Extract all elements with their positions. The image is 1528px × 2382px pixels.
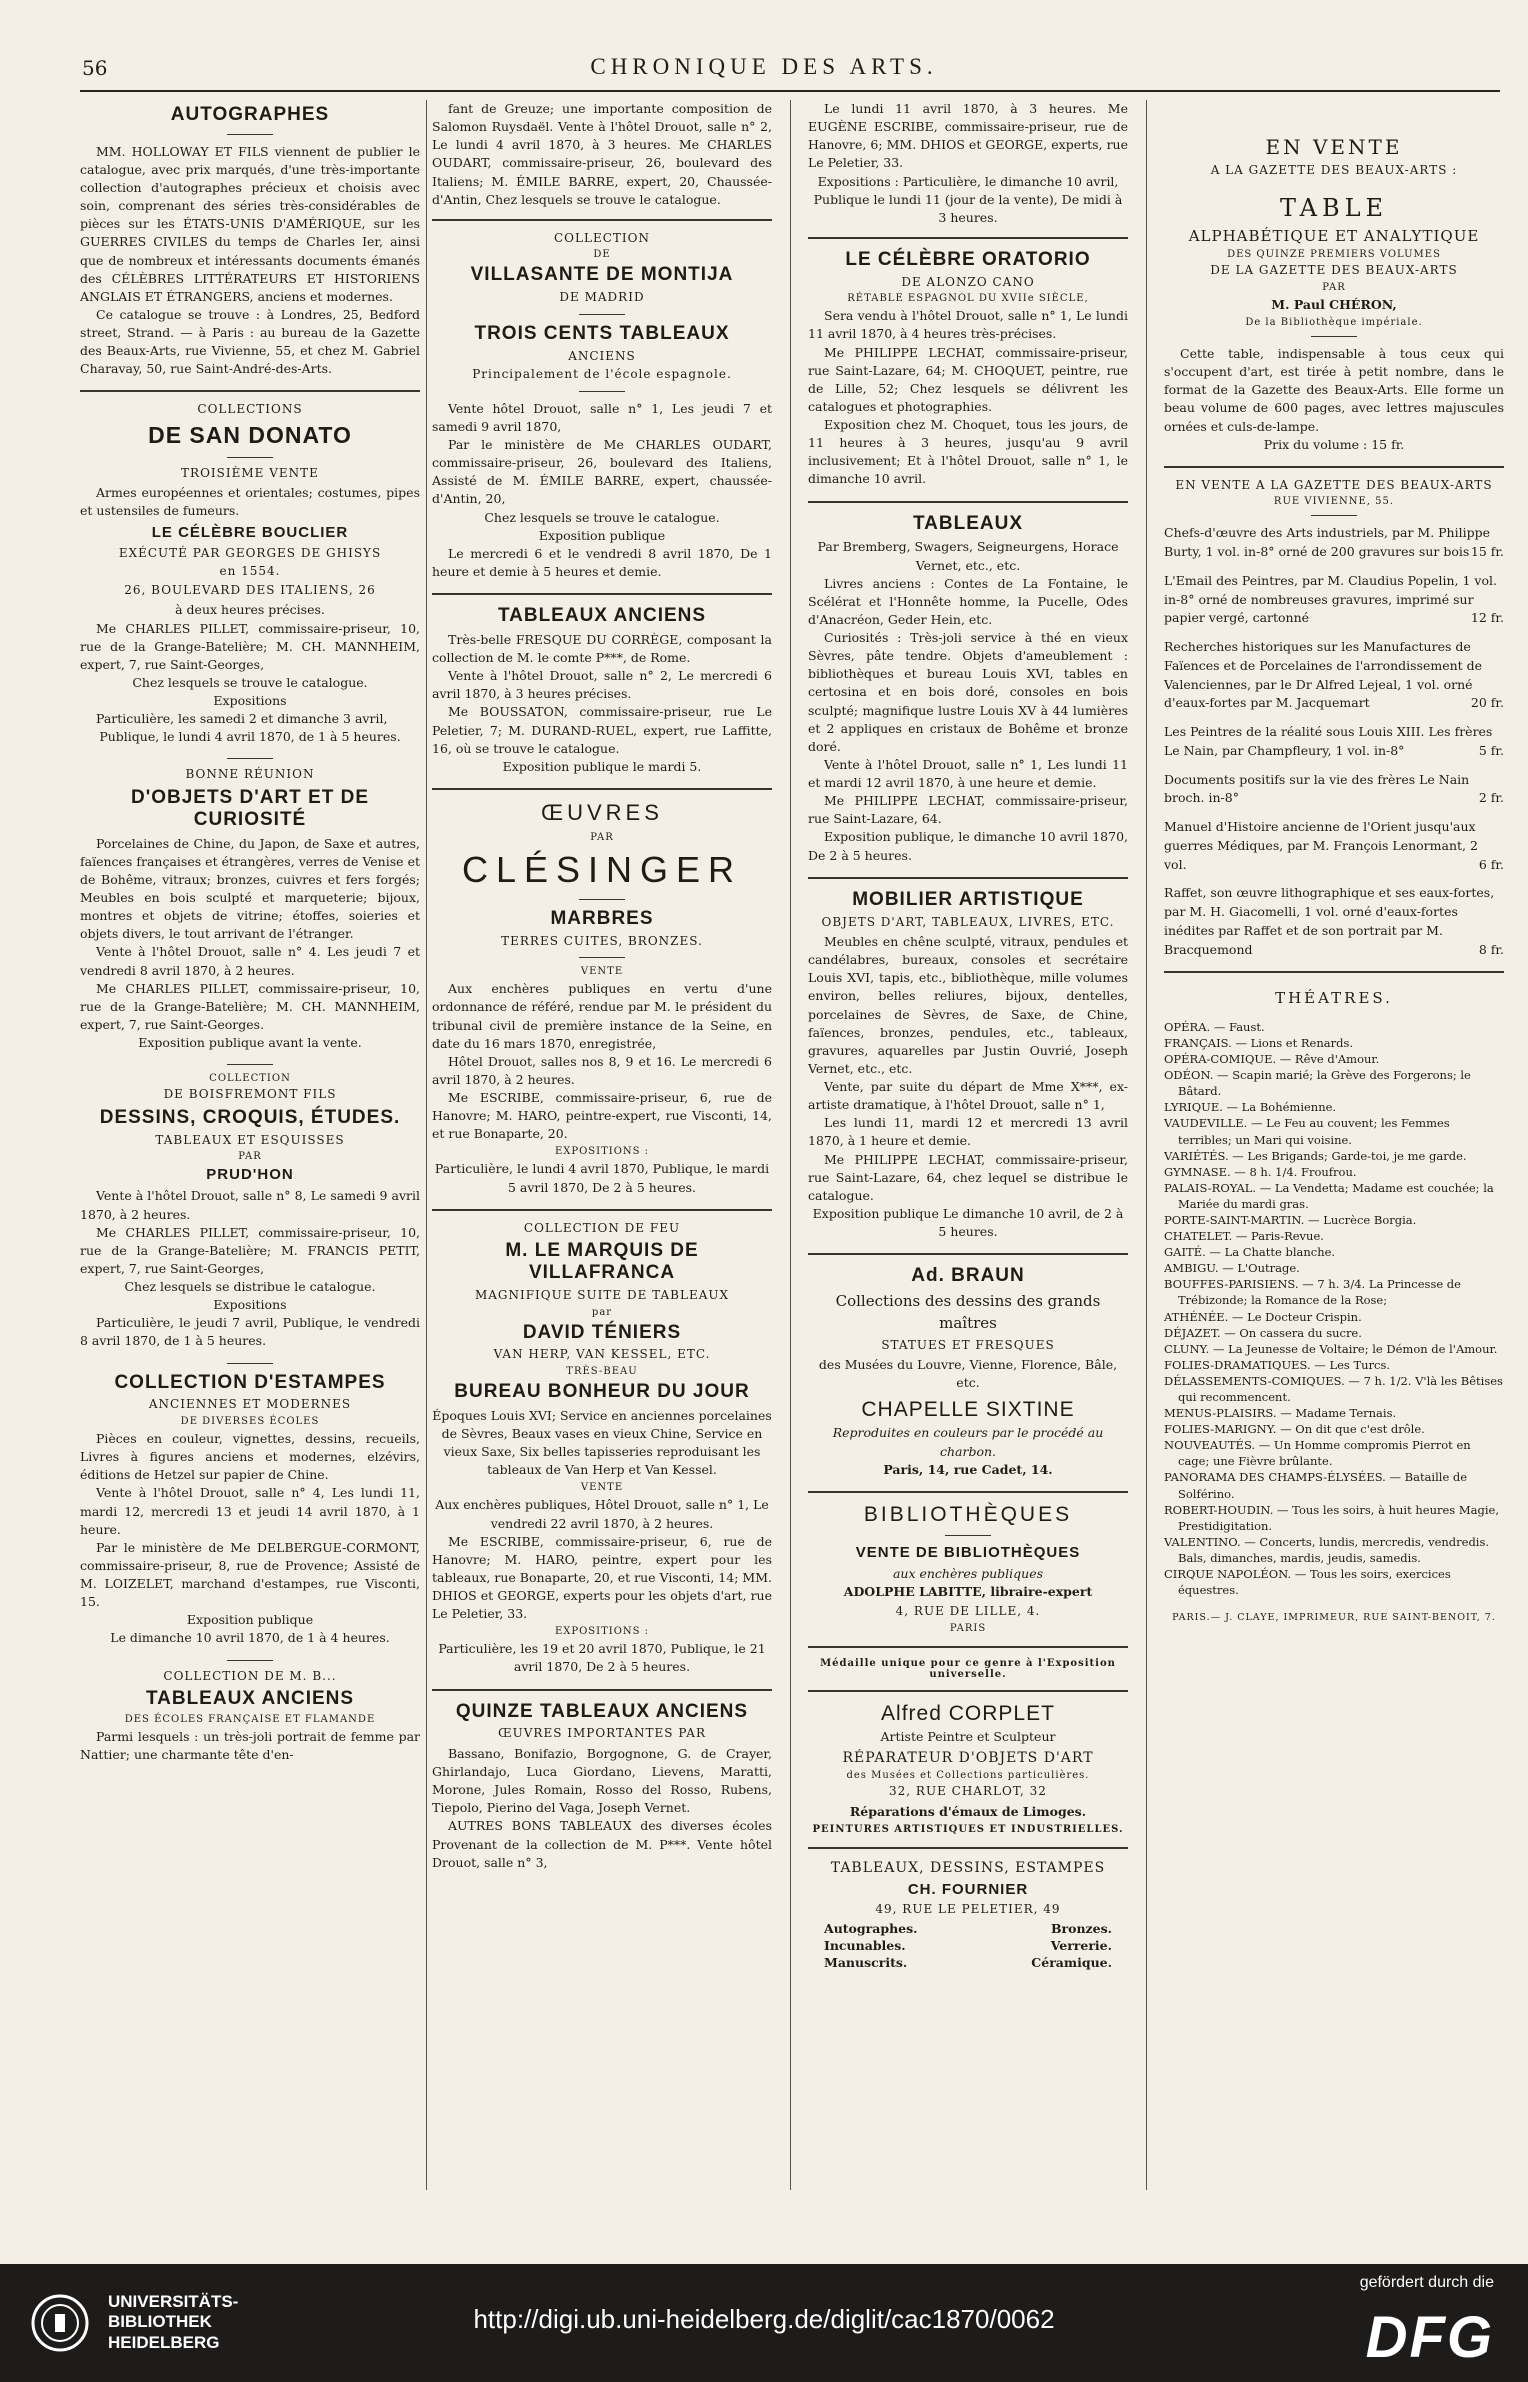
paragraph: Vente hôtel Drouot, salle n° 1, Les jeudi 7 et samedi 9 avril 1870, [432, 400, 772, 434]
column-3 [808, 100, 1128, 2200]
city: PARIS [949, 1622, 987, 1634]
display-title: ŒUVRES [541, 799, 663, 825]
section-title: TABLEAUX ANCIENS [497, 605, 707, 627]
mb-notice [80, 1669, 420, 1765]
tableaux-notice [808, 513, 1128, 865]
item-label: Autographes. [824, 1920, 918, 1936]
bibliotheques-advert [808, 1503, 1128, 1634]
section-title: TROIS CENTS TABLEAUX [474, 322, 730, 344]
theatre-entry: ATHÉNÉE. — Le Docteur Crispin. [1164, 1309, 1362, 1324]
quinze-tableaux-notice [432, 1701, 772, 1872]
theatre-entry: DÉJAZET. — On cassera du sucre. [1164, 1325, 1362, 1340]
line: Reproduites en couleurs par le procédé au charbon. [832, 1425, 1104, 1459]
paragraph: Exposition chez M. Choquet, tous les jours, de 11 heures à 3 heures, jusqu'au 9 avril inclusivement; Et à l'hôtel Drouot, salle n° 1, le dimanche 10 avril. [808, 417, 1128, 487]
subtitle: VAN HERP, VAN KESSEL, ETC. [493, 1347, 711, 1362]
theatre-entry: OPÉRA. — Faust. [1164, 1019, 1265, 1034]
library-name-line: UNIVERSITÄTS- [108, 2292, 239, 2311]
kicker: COLLECTION DE FEU [523, 1220, 681, 1235]
paragraph: AUTRES BONS TABLEAUX des diverses écoles Provenant de la collection de M. P***. Vente hôtel Drouot, salle n° 3, [432, 1818, 772, 1870]
theatres-listing [1164, 989, 1504, 1623]
line: TRÈS-BEAU [566, 1366, 638, 1378]
section-title: THÉATRES. [1275, 989, 1393, 1008]
paragraph: Sera vendu à l'hôtel Drouot, salle n° 1, Le lundi 11 avril 1870, à 4 heures très-précises. [808, 308, 1128, 342]
paragraph: MM. HOLLOWAY ET FILS viennent de publier le catalogue, avec prix marqués, d'une très-importante collection d'autographes précieux et choisis avec soin, comprenant des séries très-considérables de pièces sur les ÉTATS-UNIS D'AMÉRIQUE, sur les GUERRES CIVILES du temps de Charles Ier, ainsi que de nombreux et intéressants documents émanés des CÉLÈBRES LITTÉRATEURS ET HISTORIENS ANGLAIS ET ÉTRANGERS, anciens et modernes. [80, 143, 420, 304]
subtitle: DE ALONZO CANO [901, 274, 1035, 289]
bonne-reunion-notice [80, 767, 420, 1052]
corplet-advert [808, 1658, 1128, 1835]
item-label: Manuscrits. [824, 1954, 908, 1970]
address: Paris, 14, rue Cadet, 14. [883, 1461, 1053, 1477]
san-donato-notice [80, 402, 420, 746]
fournier-advert [808, 1859, 1128, 1970]
theatre-entry: CLUNY. — La Jeunesse de Voltaire; le Démon de l'Amour. [1164, 1341, 1498, 1356]
list-item [1164, 524, 1504, 562]
address: 49, RUE LE PELETIER, 49 [875, 1902, 1061, 1917]
rule [808, 1491, 1128, 1493]
line: De la Bibliothèque impériale. [1245, 317, 1423, 328]
rule [1164, 971, 1504, 973]
section-title: M. LE MARQUIS DE VILLAFRANCA [505, 1240, 699, 1284]
dfg-logo: DFG [1365, 2305, 1494, 2370]
paragraph: Particulière, le jeudi 7 avril, Publique, le vendredi 8 avril 1870, de 1 à 5 heures. [80, 1315, 420, 1349]
theatre-entry: CIRQUE NAPOLÉON. — Tous les soirs, exercices équestres. [1164, 1567, 1451, 1598]
line: en 1554. [219, 564, 281, 579]
paragraph: Aux enchères publiques, Hôtel Drouot, salle n° 1, Le vendredi 22 avril 1870, à 2 heures. [435, 1497, 769, 1531]
rule [579, 957, 625, 958]
paragraph: Vente à l'hôtel Drouot, salle n° 2, Le mercredi 6 avril 1870, à 3 heures précises. [432, 668, 772, 702]
subtitle: DE MADRID [559, 290, 645, 305]
theatre-entry: FOLIES-MARIGNY. — On dit que c'est drôle. [1164, 1422, 1425, 1437]
paragraph: à deux heures précises. [175, 602, 325, 618]
paragraph: Expositions [213, 1297, 287, 1313]
paragraph: Par le ministère de Me DELBERGUE-CORMONT, commissaire-priseur, 8, rue de Provence; Assisté de M. LOIZELET, marchand d'estampes, rue Visconti, 15. [80, 1539, 420, 1610]
paragraph: Ce catalogue se trouve : à Londres, 25, Bedford street, Strand. — à Paris : au bureau de la Gazette des Beaux-Arts, rue Vivienne, 55, et chez M. Gabriel Charavay, 50, rue Saint-André-des-Arts. [80, 306, 420, 377]
villafranca-notice [432, 1221, 772, 1677]
line: 26, BOULEVARD DES ITALIENS, 26 [124, 582, 376, 597]
paragraph: Particulière, les samedi 2 et dimanche 3 avril, [96, 711, 388, 727]
oratorio-notice [808, 249, 1128, 489]
line: Médaille unique pour ce genre à l'Exposition universelle. [820, 1657, 1116, 1680]
clesinger-notice [432, 800, 772, 1197]
item-label: Verrerie. [1050, 1937, 1112, 1953]
advertiser-name: ADOLPHE LABITTE, libraire-expert [843, 1584, 1093, 1600]
headline: TABLE [1279, 193, 1389, 222]
line: aux enchères publiques [892, 1566, 1044, 1582]
subtitle: ANCIENNES ET MODERNES [148, 1397, 352, 1412]
paragraph: Exposition publique [538, 527, 666, 543]
list-item [824, 1921, 1112, 1936]
theatre-entry: PORTE-SAINT-MARTIN. — Lucrèce Borgia. [1164, 1212, 1417, 1227]
subtitle: DES ÉCOLES FRANÇAISE ET FLAMANDE [124, 1713, 376, 1725]
paragraph: Époques Louis XVI; Service en anciennes porcelaines de Sèvres, Beaux vases en vieux Chine, Service en vieux Saxe, Six belles tapisseries reproduisant les tableaux de Van Herp et Van Kessel. [432, 1407, 772, 1478]
kicker: COLLECTION [554, 230, 650, 245]
artist-name: CLÉSINGER [461, 848, 743, 890]
paragraph: Publique, le lundi 4 avril 1870, de 1 à 5 heures. [99, 729, 401, 745]
braun-advert [808, 1265, 1128, 1479]
paragraph: Exposition publique [186, 1612, 314, 1628]
paragraph: Me CHARLES PILLET, commissaire-priseur, 10, rue de la Grange-Batelière; M. CH. MANNHEIM, expert, 7, rue Saint-Georges. [80, 980, 420, 1032]
rule [1311, 336, 1357, 337]
paragraph: Les lundi 11, mardi 12 et mercredi 13 avril 1870, à 1 heure et demie. [808, 1115, 1128, 1149]
theatre-list [1164, 1019, 1504, 1598]
theatre-entry: VAUDEVILLE. — Le Feu au couvent; les Femmes terribles; un Mari qui voisine. [1164, 1116, 1450, 1147]
line: DE LA GAZETTE DES BEAUX-ARTS [1210, 263, 1458, 278]
paragraph: Le mercredi 6 et le vendredi 8 avril 1870, De 1 heure et demie à 5 heures et demie. [432, 545, 772, 579]
rule [808, 501, 1128, 503]
paragraph: Le lundi 11 avril 1870, à 3 heures. Me EUGÈNE ESCRIBE, commissaire-priseur, rue de Hanovre, 6; MM. DHIOS et GEORGE, experts, rue Le Peletier, 33. [808, 101, 1128, 171]
paragraph: Vente à l'hôtel Drouot, salle n° 4, Les lundi 11, mardi 12, mercredi 13 et jeudi 14 avril 1870, à 1 heure. [80, 1485, 420, 1537]
theatre-entry: GYMNASE. — 8 h. 1/4. Froufrou. [1164, 1164, 1357, 1179]
line: ALPHABÉTIQUE ET ANALYTIQUE [1188, 226, 1480, 245]
paragraph: Parmi lesquels : un très-joli portrait de femme par Nattier; une charmante tête d'en- [80, 1728, 420, 1763]
theatre-entry: NOUVEAUTÉS. — Un Homme compromis Pierrot en cage; une Fièvre brûlante. [1164, 1438, 1471, 1469]
page-number: 56 [82, 56, 108, 80]
line: Artiste Peintre et Sculpteur [880, 1728, 1056, 1744]
paragraph: Me ESCRIBE, commissaire-priseur, 6, rue de Hanovre; M. HARO, peintre, expert pour les tableaux, rue Bonaparte, 20, et rue Visconti, 14; MM. DHIOS et GEORGE, experts pour les objets d'art, rue Le Peletier, 33. [432, 1533, 772, 1622]
list-item [824, 1955, 1112, 1970]
book-title: Raffet, son œuvre lithographique et ses eaux-fortes, par M. H. Giacomelli, 1 vol. orné d'eaux-fortes inédites par Raffet et de son portrait par M. Bracquemond [1164, 885, 1495, 957]
price: Prix du volume : 15 fr. [1263, 436, 1405, 452]
rule [1311, 515, 1357, 516]
theatre-entry: VALENTINO. — Concerts, lundis, mercredis, vendredis. Bals, dimanches, mardis, jeudis, samedis. [1164, 1534, 1490, 1565]
rule [808, 1253, 1128, 1255]
address: RUE VIVIENNE, 55. [1273, 496, 1395, 508]
subtitle: MAGNIFIQUE SUITE DE TABLEAUX [474, 1288, 730, 1302]
list-item [1164, 723, 1504, 761]
column-4 [1164, 100, 1504, 2200]
rule [432, 219, 772, 221]
paragraph: Vente à l'hôtel Drouot, salle n° 4. Les jeudi 7 et vendredi 8 avril 1870, à 2 heures. [80, 944, 420, 978]
paragraph: Chez lesquels se trouve le catalogue. [132, 674, 368, 690]
author-name: M. Paul CHÉRON, [1271, 296, 1397, 312]
montija-notice [432, 231, 772, 581]
table-advert [1164, 134, 1504, 454]
subtitle: Principalement de l'école espagnole. [472, 367, 732, 382]
book-price: 12 fr. [1470, 610, 1504, 626]
rule [1164, 466, 1504, 468]
section-title: COLLECTION D'ESTAMPES [114, 1371, 386, 1393]
headline: EN VENTE A LA GAZETTE DES BEAUX-ARTS [1175, 477, 1493, 492]
rule [432, 1209, 772, 1211]
section-title: BUREAU BONHEUR DU JOUR [454, 1381, 750, 1403]
theatre-entry: ODÉON. — Scapin marié; la Grève des Forgerons; le Bâtard. [1164, 1068, 1471, 1099]
book-price: 20 fr. [1470, 695, 1504, 711]
rule [808, 237, 1128, 239]
advertiser-name: Ad. BRAUN [911, 1265, 1025, 1287]
line: A LA GAZETTE DES BEAUX-ARTS : [1210, 163, 1458, 177]
section-title: DESSINS, CROQUIS, ÉTUDES. [99, 1106, 401, 1128]
theatre-entry: OPÉRA-COMIQUE. — Rêve d'Amour. [1164, 1052, 1380, 1067]
paragraph: Pièces en couleur, vignettes, dessins, recueils, Livres à figures anciens et modernes, elzévirs, éditions de Hetzel sur papier de Chine. [80, 1431, 420, 1483]
paragraph: Expositions [213, 693, 287, 708]
subtitle: ŒUVRES IMPORTANTES PAR [497, 1726, 706, 1741]
paragraph: Par le ministère de Me CHARLES OUDART, commissaire-priseur, 26, boulevard des Italiens, Assisté de M. ÉMILE BARRE, expert, chaussée-d'Antin, 20, [432, 437, 772, 507]
rule [432, 593, 772, 595]
paragraph: Le dimanche 10 avril 1870, de 1 à 4 heures. [110, 1630, 390, 1646]
paragraph: fant de Greuze; une importante composition de Salomon Ruysdaël. Vente à l'hôtel Drouot, salle n° 2, Le lundi 4 avril 1870, à 3 heures. Me CHARLES OUDART, commissaire-priseur, 26, boulevard des Italiens; M. ÉMILE BARRE, expert, 20, Chaussée-d'Antin, Chez lesquels se trouve le catalogue. [432, 101, 772, 207]
theatre-entry: CHATELET. — Paris-Revue. [1164, 1229, 1324, 1244]
section-title: MOBILIER ARTISTIQUE [852, 888, 1084, 910]
section-title: LE CÉLÈBRE ORATORIO [845, 248, 1091, 270]
rule [80, 390, 420, 392]
rule [808, 1847, 1128, 1849]
address: 4, RUE DE LILLE, 4. [895, 1604, 1041, 1619]
paragraph: Particulière, les 19 et 20 avril 1870, Publique, le 21 avril 1870, De 2 à 5 heures. [438, 1641, 766, 1675]
rule [432, 1689, 772, 1691]
column-2 [432, 100, 772, 2200]
paragraph: Me PHILIPPE LECHAT, commissaire-priseur, rue Saint-Lazare, 64. [808, 793, 1128, 827]
paragraph: Curiosités : Très-joli service à thé en vieux Sèvres, pâte tendre. Objets d'ameublement : bibliothèques et bureau Louis XVI, tables en certosina et en bois doré, consoles en bois sculpté; magnifique lustre Louis XV à 44 lumières et 2 appliques en cristaux de Bohême et bronze doré. [808, 630, 1128, 754]
advertiser-name: CH. FOURNIER [907, 1881, 1029, 1899]
rule [227, 758, 273, 759]
address: 32, RUE CHARLOT, 32 [889, 1784, 1047, 1799]
paragraph: Exposition publique le mardi 5. [502, 758, 702, 774]
paragraph: Particulière, le lundi 4 avril 1870, Publique, le mardi 5 avril 1870, De 2 à 5 heures. [434, 1161, 770, 1195]
subtitle: TABLEAUX ET ESQUISSES [155, 1132, 345, 1147]
theatre-entry: PALAIS-ROYAL. — La Vendetta; Madame est couchée; la Mariée du mardi gras. [1164, 1180, 1494, 1211]
section-title: MARBRES [550, 907, 654, 929]
paragraph: Chez lesquels se trouve le catalogue. [484, 509, 720, 525]
paragraph: Me PHILIPPE LECHAT, commissaire-priseur, rue Saint-Lazare, 64; M. CHOQUET, peintre, rue de Lille, 52; Chez lesquels se délivrent les catalogues et photographies. [808, 344, 1128, 414]
book-price: 15 fr. [1470, 544, 1504, 560]
rule [227, 1660, 273, 1661]
subtitle: OBJETS D'ART, TABLEAUX, LIVRES, ETC. [821, 914, 1115, 929]
list-item [1164, 818, 1504, 874]
rule [945, 1535, 991, 1536]
subtitle: TROISIÈME VENTE [181, 465, 319, 480]
list-item [1164, 771, 1504, 809]
rule [808, 1690, 1128, 1692]
library-name-line: HEIDELBERG [108, 2332, 220, 2352]
paragraph: Vente à l'hôtel Drouot, salle n° 1, Les lundi 11 et mardi 12 avril 1870, à une heure et demie. [808, 756, 1128, 791]
book-title: Manuel d'Histoire ancienne de l'Orient jusqu'aux guerres Médiques, par M. François Lenormant, 2 vol. [1164, 819, 1478, 872]
line: PAR [590, 831, 614, 843]
line: PAR [238, 1151, 262, 1163]
book-title: L'Email des Peintres, par M. Claudius Popelin, 1 vol. in-8° orné de nombreuses gravures, imprimé sur papier vergé, cartonné [1164, 572, 1497, 626]
line: VENTE [580, 1482, 624, 1494]
mobilier-notice [808, 889, 1128, 1242]
column-1 [80, 100, 420, 2200]
kicker: DE BOISFREMONT FILS [163, 1087, 337, 1102]
subtitle: Par Bremberg, Swagers, Seigneurgens, Horace Vernet, etc., etc. [817, 539, 1119, 573]
paragraph: Livres anciens : Contes de La Fontaine, le Scélérat et l'Honnête homme, la Pucelle, Odes d'Anacréon, Geder Hein, etc. [808, 575, 1128, 627]
paragraph: Chez lesquels se distribue le catalogue. [124, 1279, 376, 1295]
books-list [1164, 478, 1504, 960]
funding-note: gefördert durch die [1359, 2274, 1494, 2291]
line: EXPOSITIONS : [554, 1146, 650, 1158]
subtitle: DE DIVERSES ÉCOLES [180, 1416, 320, 1427]
list-item [1164, 884, 1504, 959]
rule [579, 899, 625, 900]
list-item [1164, 572, 1504, 628]
theatre-entry: FRANÇAIS. — Lions et Renards. [1164, 1035, 1354, 1050]
paragraph: Me CHARLES PILLET, commissaire-priseur, 10, rue de la Grange-Batelière; M. FRANCIS PETIT, expert, 7, rue Saint-Georges, [80, 1224, 420, 1276]
digitization-footer [0, 2264, 1528, 2382]
header-rule [80, 90, 1500, 92]
rule [227, 134, 273, 135]
autographes-notice [80, 104, 420, 378]
rule [808, 1646, 1128, 1648]
rule [227, 1363, 273, 1364]
book-price: 5 fr. [1478, 742, 1504, 758]
author-name: PRUD'HON [206, 1166, 294, 1184]
kicker: BONNE RÉUNION [185, 767, 315, 782]
line: PAR [1322, 281, 1346, 293]
kicker: COLLECTION [209, 1073, 291, 1085]
rule [432, 788, 772, 790]
paragraph: Me BOUSSATON, commissaire-priseur, rue Le Peletier, 7; M. DURAND-RUEL, expert, rue Laffitte, 16, où se trouve le catalogue. [432, 704, 772, 756]
book-price: 2 fr. [1478, 790, 1504, 806]
paragraph: Exposition publique, le dimanche 10 avril 1870, De 2 à 5 heures. [808, 829, 1128, 863]
theatre-entry: VARIÉTÉS. — Les Brigands; Garde-toi, je me garde. [1164, 1148, 1467, 1163]
column-divider [426, 100, 427, 2190]
paragraph: Vente, par suite du départ de Mme X***, ex-artiste dramatique, à l'hôtel Drouot, salle n° 1, [808, 1079, 1128, 1113]
book-price: 8 fr. [1478, 941, 1504, 957]
line: EXÉCUTÉ PAR GEORGES DE GHISYS [118, 545, 382, 560]
theatre-entry: PANORAMA DES CHAMPS-ÉLYSÉES. — Bataille de Solférino. [1164, 1470, 1468, 1501]
line: TABLEAUX, DESSINS, ESTAMPES [830, 1859, 1106, 1876]
theatre-entry: LYRIQUE. — La Bohémienne. [1164, 1100, 1337, 1115]
theatre-entry: GAITÉ. — La Chatte blanche. [1164, 1245, 1336, 1260]
page-title: CHRONIQUE DES ARTS. [590, 54, 938, 79]
theatre-entry: FOLIES-DRAMATIQUES. — Les Turcs. [1164, 1357, 1391, 1372]
paragraph: Me PHILIPPE LECHAT, commissaire-priseur, rue Saint-Lazare, 64, chez lequel se distribue le catalogue. [808, 1151, 1128, 1203]
paragraph: Exposition publique avant la vente. [138, 1035, 362, 1051]
item-label: Céramique. [1031, 1954, 1112, 1970]
paragraph: Porcelaines de Chine, du Japon, de Saxe et autres, faïences françaises et étrangères, verres de Venise et de Bohême, vitraux; bronzes, cuivres et fers forgés; Meubles en bois sculpté et marqueterie; bijoux, montres et objets de vitrine; étoffes, soieries et objets divers, le tout arrivant de l'étranger. [80, 835, 420, 942]
line: DE [593, 249, 611, 261]
line: PEINTURES ARTISTIQUES ET INDUSTRIELLES. [812, 1823, 1124, 1835]
section-title: QUINZE TABLEAUX ANCIENS [455, 1700, 749, 1722]
imprint: PARIS.— J. CLAYE, IMPRIMEUR, RUE SAINT-BENOIT, 7. [1172, 1612, 1496, 1624]
book-title: Chefs-d'œuvre des Arts industriels, par M. Philippe Burty, 1 vol. in-8° orné de 200 gravures sur bois [1164, 525, 1491, 560]
line: STATUES ET FRESQUES [881, 1337, 1055, 1352]
theatre-entry: AMBIGU. — L'Outrage. [1164, 1261, 1300, 1276]
estampes-notice [80, 1372, 420, 1648]
paragraph: Meubles en chêne sculpté, vitraux, pendules et candélabres, bureaux, consoles et secrétaire Louis XVI, tapis, etc., bibliothèque, mille volumes environ, belles reliures, bijoux, dentelles, porcelaines de Sèvres, de Saxe, de Chine, faïences, bronzes, pendules, etc., tableaux, gravures, aquarelles par Justin Ouvrié, Joseph Vernet, etc., etc. [808, 934, 1128, 1076]
line: des Musées et Collections particulières. [846, 1770, 1090, 1782]
theatre-entry: MENUS-PLAISIRS. — Madame Ternais. [1164, 1406, 1397, 1421]
book-price: 6 fr. [1478, 856, 1504, 872]
kicker: COLLECTION DE M. B... [163, 1668, 337, 1683]
item-label: Bronzes. [1050, 1920, 1112, 1936]
theatre-entry: DÉLASSEMENTS-COMIQUES. — 7 h. 1/2. V'là les Bêtises qui recommencent. [1164, 1373, 1503, 1404]
book-title: Les Peintres de la réalité sous Louis XIII. Les frères Le Nain, par Champfleury, 1 vol. in-8° [1164, 724, 1493, 758]
paragraph: Cette table, indispensable à tous ceux qui s'occupent d'art, est tirée à petit nombre, dans le format de la Gazette des Beaux-Arts. Elle forme un beau volume de 600 pages, avec lettres majuscules ornées et culs-de-lampe. [1164, 346, 1504, 434]
list-item [1164, 638, 1504, 713]
rule [227, 457, 273, 458]
source-url[interactable]: http://digi.ub.uni-heidelberg.de/diglit/cac1870/0062 [473, 2304, 1055, 2334]
theatre-entry: BOUFFES-PARISIENS. — 7 h. 3/4. La Princesse de Trébizonde; la Romance de la Rose; [1164, 1277, 1461, 1308]
list-item [824, 1938, 1112, 1953]
item-label: Incunables. [824, 1937, 906, 1953]
rule [227, 1064, 273, 1065]
subtitle: RÉTABLE ESPAGNOL DU XVIIe SIÈCLE, [847, 293, 1089, 305]
artist-name: DAVID TÉNIERS [522, 1321, 682, 1343]
column-divider [1146, 100, 1147, 2190]
column-divider [790, 100, 791, 2190]
subheading: LE CÉLÈBRE BOUCLIER [151, 524, 349, 542]
paragraph: Me CHARLES PILLET, commissaire-priseur, 10, rue de la Grange-Batelière; M. CH. MANNHEIM, expert, 7, rue Saint-Georges, [80, 620, 420, 672]
kicker: COLLECTIONS [197, 402, 303, 417]
line: Réparations d'émaux de Limoges. [849, 1803, 1087, 1819]
section-title: TABLEAUX [912, 512, 1024, 534]
paragraph: Bassano, Bonifazio, Borgognone, G. de Crayer, Ghirlandajo, Luca Giordano, Lievens, Maratti, Morone, Jules Romain, Rosso del Rosso, Rubens, Tiepolo, Pierino del Vaga, Joseph Vernet. [432, 1745, 772, 1816]
section-title: D'OBJETS D'ART ET DE CURIOSITÉ [130, 786, 370, 830]
advertiser-name: Alfred CORPLET [881, 1701, 1055, 1725]
book-title: Documents positifs sur la vie des frères Le Nain broch. in-8° [1164, 771, 1470, 806]
line: RÉPARATEUR D'OBJETS D'ART [842, 1750, 1094, 1766]
line: EXPOSITIONS : [554, 1626, 650, 1638]
headline: BIBLIOTHÈQUES [863, 1502, 1073, 1526]
paragraph: Très-belle FRESQUE DU CORRÈGE, composant la collection de M. le comte P***, de Rome. [432, 631, 772, 666]
book-title: Recherches historiques sur les Manufactures de Faïences et de Porcelaines de l'arrondissement de Valenciennes, par le Dr Alfred Lejeal, 1 vol. orné d'eaux-fortes par M. Jacquemart [1164, 639, 1483, 711]
rule [579, 314, 625, 315]
line: Collections des dessins des grands maîtres [835, 1292, 1101, 1332]
paragraph: Expositions : Particulière, le dimanche 10 avril, Publique le lundi 11 (jour de la vente), De midi à 3 heures. [813, 173, 1123, 225]
boisfremont-notice [80, 1073, 420, 1350]
library-name-line: BIBLIOTHEK [108, 2312, 212, 2332]
subtitle: ANCIENS [568, 348, 636, 363]
section-title: DE SAN DONATO [148, 422, 352, 449]
paragraph: Me ESCRIBE, commissaire-priseur, 6, rue de Hanovre; M. HARO, peintre-expert, rue Visconti, 14, et rue Bonaparte, 20. [432, 1090, 772, 1142]
paragraph: Exposition publique Le dimanche 10 avril, de 2 à 5 heures. [812, 1205, 1124, 1240]
line: par [591, 1306, 613, 1318]
line: DES QUINZE PREMIERS VOLUMES [1227, 249, 1441, 261]
paragraph: Aux enchères publiques en vertu d'une ordonnance de référé, rendue par M. le président du tribunal civil de première instance de la Seine, en date du 16 mars 1870, enregistrée, [432, 981, 772, 1051]
section-title: VILLASANTE DE MONTIJA [470, 264, 734, 286]
headline: CHAPELLE SIXTINE [861, 1398, 1075, 1422]
paragraph: Vente à l'hôtel Drouot, salle n° 8, Le samedi 9 avril 1870, à 2 heures. [80, 1188, 420, 1222]
tableaux-anciens-notice [432, 605, 772, 776]
line: VENTE [580, 966, 624, 978]
page-header [0, 52, 1528, 86]
paragraph: Armes européennes et orientales; costumes, pipes et ustensiles de fumeurs. [80, 485, 420, 519]
subtitle: VENTE DE BIBLIOTHÈQUES [855, 1543, 1081, 1561]
paragraph: Hôtel Drouot, salles nos 8, 9 et 16. Le mercredi 6 avril 1870, à 2 heures. [432, 1053, 772, 1087]
line: des Musées du Louvre, Vienne, Florence, Bâle, etc. [818, 1357, 1118, 1391]
section-title: AUTOGRAPHES [170, 104, 330, 125]
section-title: TABLEAUX ANCIENS [145, 1688, 355, 1710]
headline: EN VENTE [1265, 135, 1403, 159]
rule [579, 391, 625, 392]
rule [808, 877, 1128, 879]
theatre-entry: ROBERT-HOUDIN. — Tous les soirs, à huit heures Magie, Prestidigitation. [1164, 1502, 1499, 1533]
subtitle: TERRES CUITES, BRONZES. [501, 933, 703, 948]
